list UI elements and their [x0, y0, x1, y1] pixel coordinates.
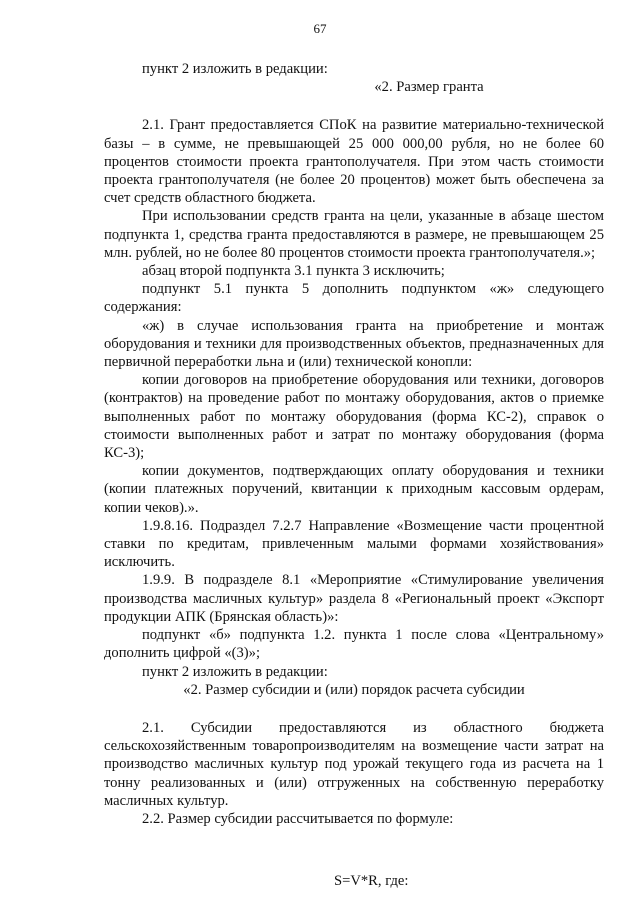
- paragraph: копии документов, подтверждающих оплату оборудования и техники (копии платежных поручений, квитанции к приходным кассовым ордерам, копии чеков).».: [104, 463, 604, 516]
- paragraph: 1.9.9. В подразделе 8.1 «Мероприятие «Стимулирование увеличения производства масличных культур» раздела 8 «Региональный проект «Экспорт продукции АПК (Брянская область)»:: [104, 572, 604, 625]
- paragraph: копии договоров на приобретение оборудования или техники, договоров (контрактов) на проведение работ по монтажу оборудования, актов о приемке выполненных работ по монтажу оборудования (форма КС-2), справок о стоимости выполненных работ и затрат по монтажу оборудования (форма КС-3);: [104, 372, 604, 462]
- section-heading: «2. Размер субсидии и (или) порядок расчета субсидии: [183, 681, 525, 698]
- paragraph: подпункт 5.1 пункта 5 дополнить подпунктом «ж» следующего содержания:: [104, 281, 604, 316]
- paragraph: пункт 2 изложить в редакции:: [142, 663, 328, 680]
- spacer: [104, 828, 604, 872]
- section-heading: «2. Размер гранта: [374, 79, 484, 96]
- paragraph: 1.9.8.16. Подраздел 7.2.7 Направление «Возмещение части процентной ставки по кредитам, привлеченным малыми формами хозяйствования» исключить.: [104, 517, 604, 571]
- spacer: [104, 96, 604, 116]
- paragraph: При использовании средств гранта на цели, указанные в абзаце шестом подпункта 1, средства гранта предоставляются в размере, не превышающем 25 млн. рублей, но не более 80 процентов стоимости проекта грантополучателя.»;: [104, 208, 604, 261]
- paragraph: подпункт «б» подпункта 1.2. пункта 1 после слова «Центральному» дополнить цифрой «(3)»;: [104, 627, 604, 662]
- page-number: 67: [313, 21, 327, 36]
- paragraph: абзац второй подпункта 3.1 пункта 3 исключить;: [142, 263, 445, 280]
- spacer: [104, 699, 604, 719]
- formula: S=V*R, где:: [334, 873, 409, 890]
- paragraph: 2.2. Размер субсидии рассчитывается по формуле:: [142, 810, 454, 827]
- paragraph: 2.1. Субсидии предоставляются из областного бюджета сельскохозяйственным товаропроизводителям на возмещение части затрат на производство масличных культур под урожай текущего года из расчета на 1 тонну реализованных и (или) отгруженных на собственную переработку масличных культур.: [104, 719, 604, 809]
- document-body: [104, 60, 604, 890]
- paragraph: «ж) в случае использования гранта на приобретение и монтаж оборудования и техники для производственных объектов, предназначенных для первичной переработки льна и (или) технической конопли:: [104, 317, 604, 371]
- paragraph: пункт 2 изложить в редакции:: [142, 61, 328, 77]
- paragraph: 2.1. Грант предоставляется СПоК на развитие материально-технической базы – в сумме, не превышающей 25 000 000,00 рубля, но не более 60 процентов стоимости проекта грантополучателя. При этом часть стоимости проекта грантополучателя (не более 20 процентов) может быть обеспечена за счет средств областного бюджета.: [104, 117, 604, 207]
